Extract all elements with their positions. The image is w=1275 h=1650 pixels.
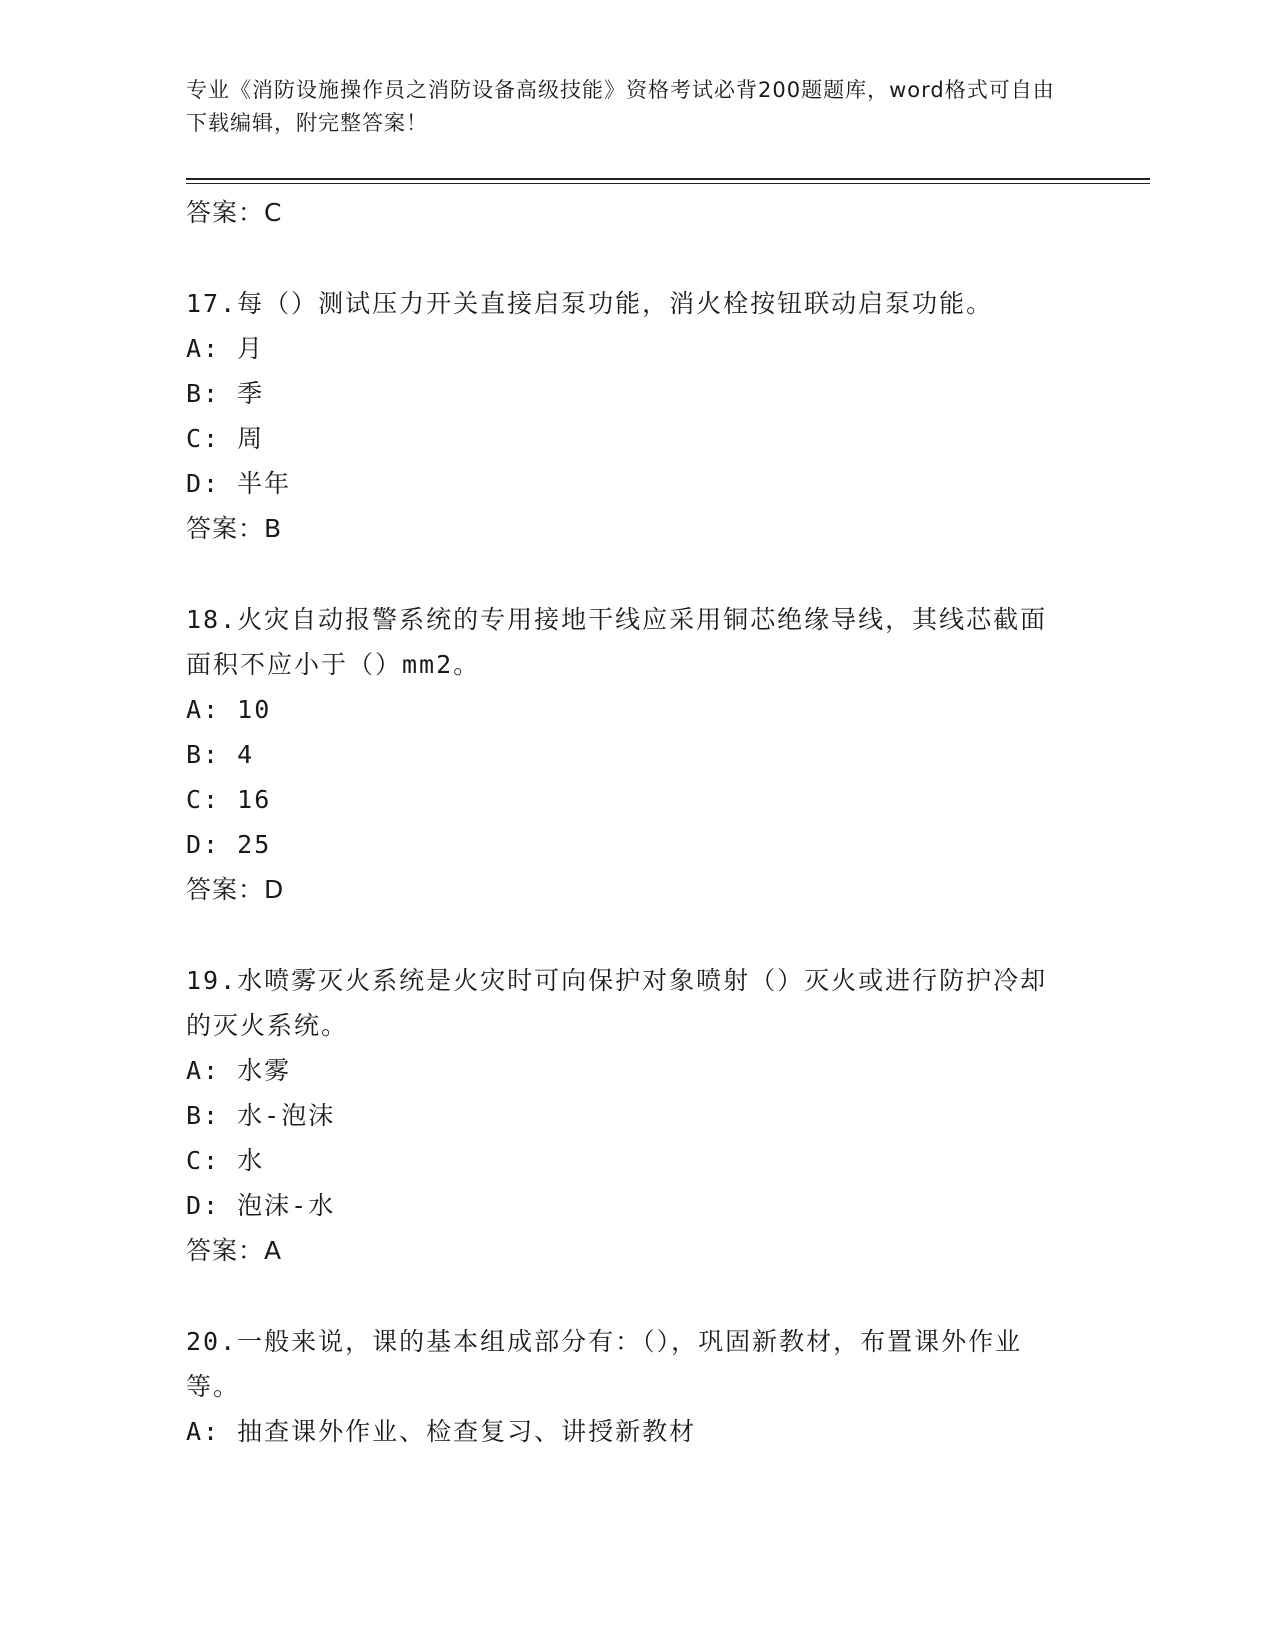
header-title: 专业《消防设施操作员之消防设备高级技能》资格考试必背200题题库，word格式可自由下载编辑，附完整答案！ — [186, 78, 1055, 135]
option-c: C: 16 — [186, 785, 272, 814]
option-b: B: 4 — [186, 740, 255, 769]
answer-16: 答案：C — [186, 198, 283, 227]
option-d: D: 半年 — [186, 469, 292, 498]
answer: 答案：D — [186, 875, 285, 904]
option-d: D: 25 — [186, 830, 272, 859]
header-divider-top — [186, 178, 1150, 180]
question-list — [186, 190, 1066, 1454]
option-a: A: 抽查课外作业、检查复习、讲授新教材 — [186, 1417, 697, 1446]
question-18 — [186, 597, 1066, 912]
question-text: 17.每（）测试压力开关直接启泵功能，消火栓按钮联动启泵功能。 — [186, 289, 994, 318]
option-a: A: 10 — [186, 695, 272, 724]
option-b: B: 季 — [186, 379, 265, 408]
question-20 — [186, 1319, 1066, 1454]
option-a: A: 月 — [186, 334, 265, 363]
answer: 答案：A — [186, 1236, 283, 1265]
header-divider-bottom — [186, 183, 1150, 184]
document-header — [186, 74, 1066, 140]
option-a: A: 水雾 — [186, 1056, 292, 1085]
question-text: 18.火灾自动报警系统的专用接地干线应采用铜芯绝缘导线，其线芯截面面积不应小于（）mm2。 — [186, 605, 1048, 679]
option-d: D: 泡沫-水 — [186, 1191, 336, 1220]
question-19 — [186, 958, 1066, 1273]
question-text: 19.水喷雾灭火系统是火灾时可向保护对象喷射（）灭火或进行防护冷却的灭火系统。 — [186, 966, 1048, 1040]
question-text: 20.一般来说，课的基本组成部分有：（），巩固新教材，布置课外作业等。 — [186, 1327, 1023, 1401]
question-17 — [186, 281, 1066, 551]
option-c: C: 周 — [186, 424, 265, 453]
option-c: C: 水 — [186, 1146, 265, 1175]
answer: 答案：B — [186, 514, 283, 543]
option-b: B: 水-泡沫 — [186, 1101, 336, 1130]
